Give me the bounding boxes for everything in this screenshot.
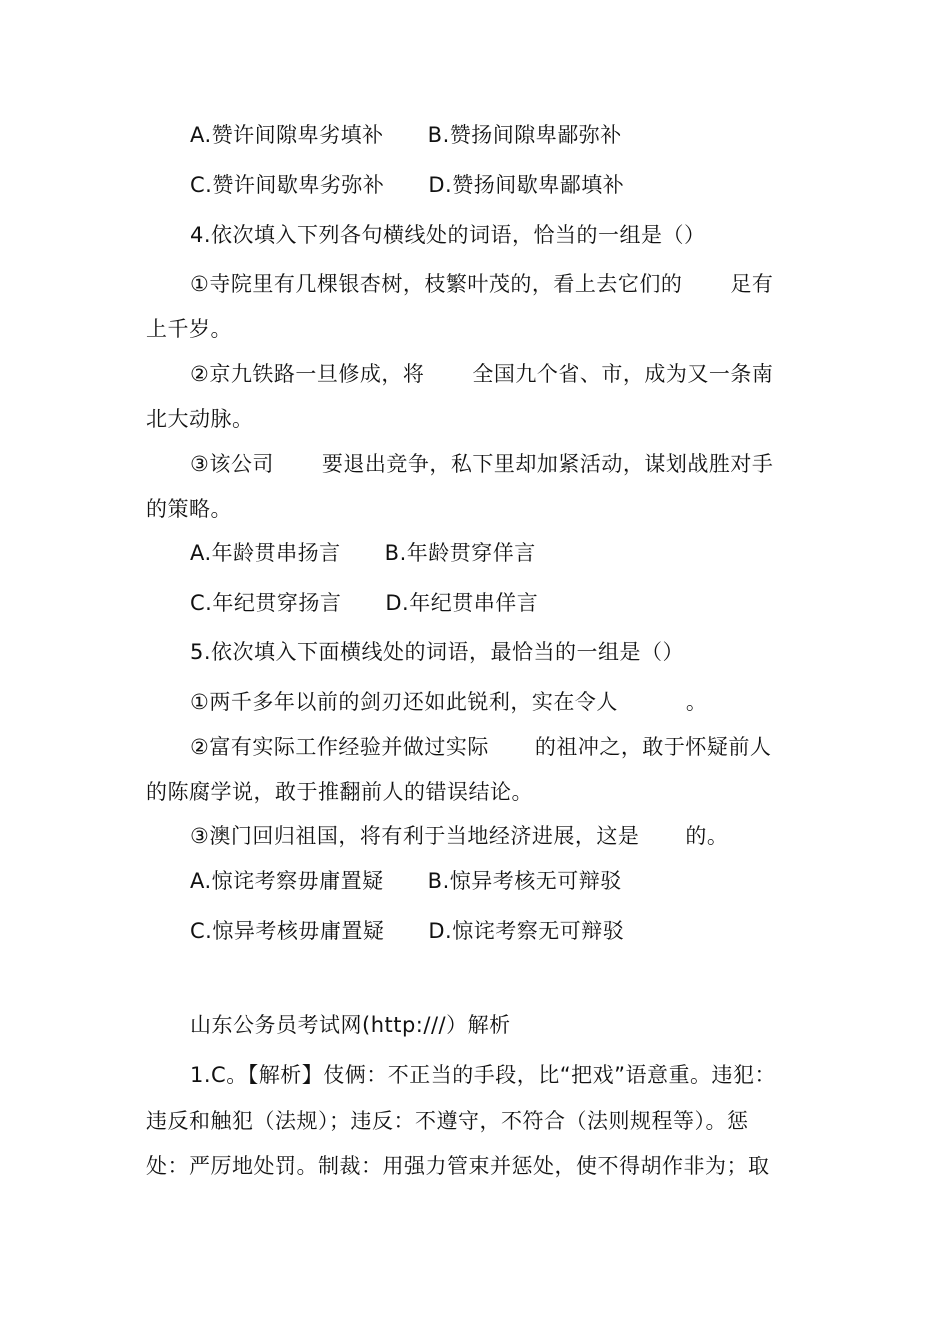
q4-sentence-3	[190, 450, 773, 478]
q5-s1-text-b: 。	[685, 690, 708, 714]
q4-sentence-1-cont: 上千岁。	[146, 317, 232, 341]
q4-option-a: A.年龄贯串扬言	[190, 541, 341, 565]
q5-s2-text-b: 的祖冲之，敢于怀疑前人	[534, 735, 772, 759]
q4-stem: 4.依次填入下列各句横线处的词语，恰当的一组是（）	[190, 223, 706, 247]
q4-sentence-2	[190, 360, 773, 388]
q5-s2-text-a: ②富有实际工作经验并做过实际	[190, 735, 489, 759]
q5-option-b: B.惊异考核无可辩驳	[427, 869, 622, 893]
q5-s3-text-a: ③澳门回归祖国，将有利于当地经济进展，这是	[190, 824, 640, 848]
q5-sentence-1	[190, 688, 707, 716]
analysis-paragraph-line-3: 处：严厉地处罚。制裁：用强力管束并惩处，使不得胡作非为；取	[146, 1154, 770, 1178]
q5-s3-text-b: 的。	[685, 824, 729, 848]
q4-s1-text-b: 足有	[730, 272, 774, 296]
q5-option-a: A.惊诧考察毋庸置疑	[190, 869, 384, 893]
q4-sentence-2-cont: 北大动脉。	[146, 407, 254, 431]
analysis-heading: 山东公务员考试网(http:///）解析	[190, 1013, 511, 1037]
q4-sentence-1	[190, 270, 773, 298]
q3-option-b: B.赞扬间隙卑鄙弥补	[427, 123, 622, 147]
q5-s1-text-a: ①两千多年以前的剑刃还如此锐利，实在令人	[190, 690, 618, 714]
q4-s3-text-a: ③该公司	[190, 452, 274, 476]
q5-options-row-2	[190, 917, 624, 945]
analysis-paragraph-line-2: 违反和触犯（法规）；违反：不遵守，不符合（法则规程等）。惩	[146, 1109, 749, 1133]
q5-option-c: C.惊异考核毋庸置疑	[190, 919, 385, 943]
q3-option-a: A.赞许间隙卑劣填补	[190, 123, 384, 147]
q5-option-d: D.惊诧考察无可辩驳	[428, 919, 625, 943]
q5-sentence-2-cont: 的陈腐学说，敢于推翻前人的错误结论。	[146, 780, 533, 804]
q4-s1-text-a: ①寺院里有几棵银杏树，枝繁叶茂的，看上去它们的	[190, 272, 683, 296]
q4-sentence-3-cont: 的策略。	[146, 497, 232, 521]
q4-s2-text-a: ②京九铁路一旦修成，将	[190, 362, 425, 386]
q4-options-row-1	[190, 539, 536, 567]
q5-stem: 5.依次填入下面横线处的词语，最恰当的一组是（）	[190, 640, 685, 664]
q4-option-d: D.年纪贯串佯言	[385, 591, 539, 615]
q4-s2-text-b: 全国九个省、市，成为又一条南	[472, 362, 774, 386]
q4-s3-text-b: 要退出竞争，私下里却加紧活动，谋划战胜对手	[321, 452, 774, 476]
q3-option-c: C.赞许间歇卑劣弥补	[190, 173, 385, 197]
q3-options-row-2	[190, 171, 624, 199]
analysis-paragraph-line-1: 1.C。【解析】伎俩：不正当的手段，比“把戏”语意重。违犯：	[190, 1063, 776, 1087]
q5-sentence-3	[190, 822, 728, 850]
q3-option-d: D.赞扬间歇卑鄙填补	[428, 173, 625, 197]
q4-option-b: B.年龄贯穿佯言	[384, 541, 536, 565]
q4-option-c: C.年纪贯穿扬言	[190, 591, 342, 615]
q5-sentence-2	[190, 733, 771, 761]
q5-options-row-1	[190, 867, 622, 895]
q4-options-row-2	[190, 589, 538, 617]
q3-options-row-1	[190, 121, 622, 149]
